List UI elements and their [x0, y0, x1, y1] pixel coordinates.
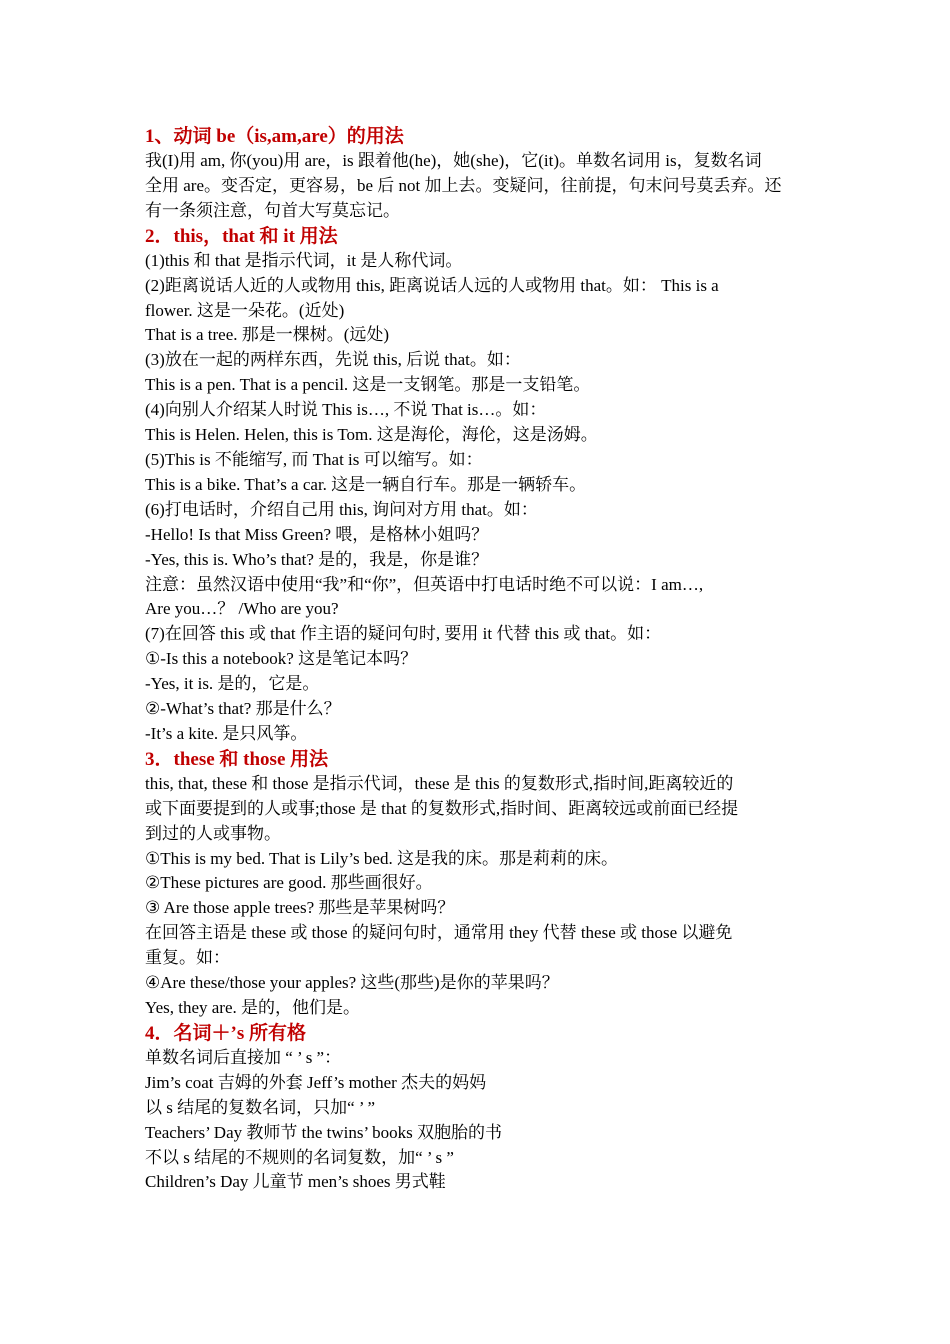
text-line: 全用 are。变否定，更容易，be 后 not 加上去。变疑问，往前提，句末问号莫丢弃。还 — [145, 175, 782, 195]
section-heading: 2．this，that 和 it 用法 — [145, 225, 338, 247]
text-line: Teachers’ Day 教师节 the twins’ books 双胞胎的书 — [145, 1122, 502, 1142]
text-line: 我(I)用 am, 你(you)用 are，is 跟着他(he)，她(she)，它(it)。单数名词用 is，复数名词 — [145, 151, 762, 170]
section-be-verb — [145, 124, 810, 224]
text-line: This is a pen. That is a pencil. 这是一支钢笔。那是一支铅笔。 — [145, 375, 591, 395]
text-line: (2)距离说话人近的人或物用 this, 距离说话人远的人或物用 that。如： This is a — [145, 275, 719, 295]
text-line: 注意：虽然汉语中使用“我”和“你”，但英语中打电话时绝不可以说：I am…, — [145, 574, 704, 594]
section-this-that-it — [145, 224, 810, 747]
text-line: ②These pictures are good. 那些画很好。 — [145, 873, 433, 893]
text-line: (3)放在一起的两样东西，先说 this, 后说 that。如： — [145, 350, 521, 370]
text-line: 以 s 结尾的复数名词，只加“ ’ ” — [145, 1097, 376, 1117]
text-line: ④Are these/those your apples? 这些(那些)是你的苹果吗？ — [145, 973, 559, 993]
text-line: -It’s a kite. 是只风筝。 — [145, 723, 308, 743]
text-line: ②-What’s that? 那是什么？ — [145, 699, 341, 719]
section-these-those — [145, 747, 810, 1021]
text-line: Children’s Day 儿童节 men’s shoes 男式鞋 — [145, 1172, 446, 1192]
text-line: 或下面要提到的人或事;those 是 that 的复数形式,指时间、距离较远或前面已经提 — [145, 798, 739, 818]
section-heading: 1、动词 be（is,am,are）的用法 — [145, 126, 404, 147]
text-line: -Yes, this is. Who’s that? 是的，我是，你是谁？ — [145, 549, 489, 569]
text-line: (1)this 和 that 是指示代词，it 是人称代词。 — [145, 250, 463, 270]
document-page — [145, 124, 810, 1195]
text-line: Yes, they are. 是的，他们是。 — [145, 998, 361, 1017]
text-line: This is Helen. Helen, this is Tom. 这是海伦，海伦，这是汤姆。 — [145, 425, 598, 445]
text-line: This is a bike. That’s a car. 这是一辆自行车。那是一辆轿车。 — [145, 474, 587, 494]
section-heading: 4．名词＋’s 所有格 — [145, 1022, 306, 1044]
text-line: (5)This is 不能缩写, 而 That is 可以缩写。如： — [145, 449, 483, 469]
text-line: (4)向别人介绍某人时说 This is…, 不说 That is…。如： — [145, 400, 547, 420]
text-line: ①This is my bed. That is Lily’s bed. 这是我的床。那是莉莉的床。 — [145, 848, 618, 868]
text-line: -Hello! Is that Miss Green? 喂，是格林小姐吗？ — [145, 524, 489, 544]
text-line: -Yes, it is. 是的，它是。 — [145, 674, 320, 694]
text-line: 有一条须注意，句首大写莫忘记。 — [145, 200, 400, 220]
text-line: ①-Is this a notebook? 这是笔记本吗？ — [145, 649, 418, 669]
text-line: Jim’s coat 吉姆的外套 Jeff’s mother 杰夫的妈妈 — [145, 1072, 487, 1092]
text-line: Are you…？ /Who are you? — [145, 599, 339, 619]
section-possessive — [145, 1021, 810, 1195]
text-line: ③ Are those apple trees? 那些是苹果树吗？ — [145, 898, 455, 918]
text-line: 单数名词后直接加 “ ’ s ”： — [145, 1047, 342, 1067]
text-line: 重复。如： — [145, 948, 230, 968]
text-line: 到过的人或事物。 — [145, 823, 281, 843]
text-line: (6)打电话时，介绍自己用 this, 询问对方用 that。如： — [145, 499, 538, 519]
text-line: 不以 s 结尾的不规则的名词复数，加“ ’ s ” — [145, 1147, 454, 1167]
section-heading: 3．these 和 those 用法 — [145, 748, 329, 770]
text-line: 在回答主语是 these 或 those 的疑问句时，通常用 they 代替 these 或 those 以避免 — [145, 923, 733, 943]
text-line: (7)在回答 this 或 that 作主语的疑问句时, 要用 it 代替 this 或 that。如： — [145, 624, 662, 644]
text-line: flower. 这是一朵花。(近处) — [145, 300, 345, 320]
text-line: this, that, these 和 those 是指示代词，these 是 this 的复数形式,指时间,距离较近的 — [145, 773, 734, 793]
text-line: That is a tree. 那是一棵树。(远处) — [145, 325, 390, 345]
